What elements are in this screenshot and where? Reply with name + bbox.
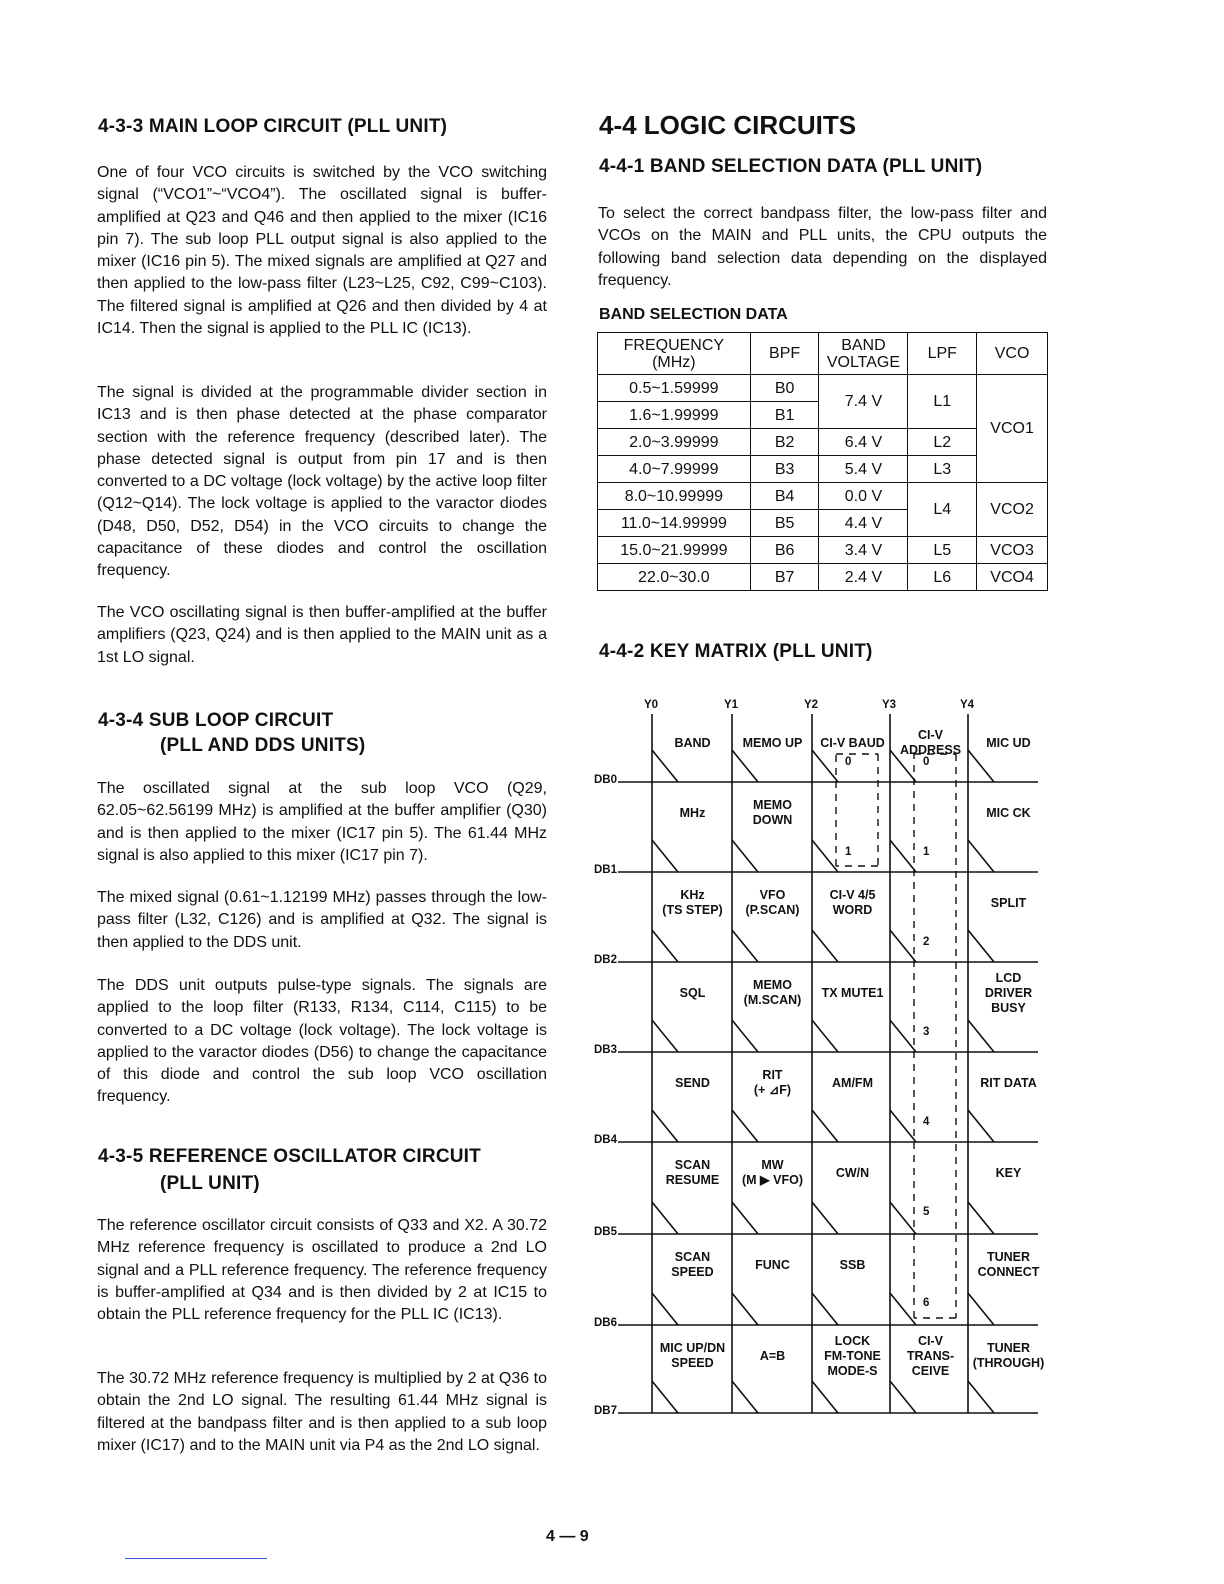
cell-voltage: 7.4 V bbox=[819, 375, 908, 429]
key-matrix-diagram bbox=[590, 696, 1070, 1436]
band-selection-table bbox=[597, 332, 1048, 591]
section-441-title: 4-4-1 BAND SELECTION DATA (PLL UNIT) bbox=[599, 156, 983, 177]
section-44-title: 4-4 LOGIC CIRCUITS bbox=[599, 110, 857, 140]
switch-diagonal bbox=[732, 1202, 758, 1234]
key-label: CI-V ADDRESS bbox=[899, 728, 962, 757]
switch-diagonal bbox=[732, 1020, 758, 1052]
key-label: TUNER (THROUGH) bbox=[972, 1341, 1045, 1370]
civ-address-digit: 2 bbox=[923, 936, 930, 948]
cell-lpf: L2 bbox=[908, 429, 977, 456]
civ-address-digit: 4 bbox=[923, 1116, 930, 1128]
switch-diagonal bbox=[968, 1110, 994, 1142]
key-label: MEMO (M.SCAN) bbox=[743, 978, 802, 1007]
cell-freq: 1.6~1.99999 bbox=[598, 402, 751, 429]
key-label: SQL bbox=[679, 985, 706, 1000]
s433-para-1: One of four VCO circuits is switched by the VCO switching signal (“VCO1”~“VCO4”). The oscillated signal is buffer-amplified at Q23 and Q46 and then applied to the mixer (IC16 pin 7). The sub loop PLL output signal is also applied to the mixer (IC16 pin 5). The mixed signals are amplified at Q27 and then applied to the low-pass filter (L23~L25, C92, C99~C103). The filtered signal is amplified at Q26 and then divided by 4 at IC14. Then the signal is applied to the PLL IC (IC13). bbox=[97, 164, 547, 338]
key-label: MEMO DOWN bbox=[752, 798, 793, 827]
cell-bpf: B6 bbox=[750, 537, 819, 564]
switch-diagonal bbox=[652, 1293, 678, 1325]
switch-diagonal bbox=[732, 840, 758, 872]
row-label-DB0: DB0 bbox=[594, 774, 618, 786]
key-label: SPLIT bbox=[990, 895, 1027, 910]
column-label-Y3: Y3 bbox=[882, 699, 897, 711]
key-label: VFO (P.SCAN) bbox=[745, 888, 800, 917]
cell-voltage: 5.4 V bbox=[819, 456, 908, 483]
key-label: MIC UP/DN SPEED bbox=[659, 1341, 726, 1370]
cell-bpf: B7 bbox=[750, 564, 819, 591]
row-label-DB2: DB2 bbox=[594, 954, 618, 966]
switch-diagonal bbox=[890, 1202, 916, 1234]
switch-diagonal bbox=[652, 930, 678, 962]
cell-freq: 0.5~1.59999 bbox=[598, 375, 751, 402]
s434-para-1: The oscillated signal at the sub loop VCO (Q29, 62.05~62.56199 MHz) is amplified at the buffer amplifier (Q30) and is then applied to the mixer (IC17 pin 5). The 61.44 MHz signal is also applied to this mixer (IC17 pin 7). bbox=[97, 780, 547, 864]
civ-baud-digit: 1 bbox=[845, 846, 852, 858]
switch-diagonal bbox=[890, 840, 916, 872]
header-lpf: LPF bbox=[908, 333, 977, 375]
switch-diagonal bbox=[732, 1293, 758, 1325]
switch-diagonal bbox=[890, 1020, 916, 1052]
key-label: LCD DRIVER BUSY bbox=[984, 970, 1033, 1015]
switch-diagonal bbox=[890, 1293, 916, 1325]
page-number: 4 — 9 bbox=[546, 1528, 589, 1545]
cell-lpf: L6 bbox=[908, 564, 977, 591]
band-table-title: BAND SELECTION DATA bbox=[599, 306, 788, 323]
cell-bpf: B1 bbox=[750, 402, 819, 429]
column-label-Y4: Y4 bbox=[960, 699, 975, 711]
switch-diagonal bbox=[732, 1381, 758, 1413]
s434-para-3: The DDS unit outputs pulse-type signals. The signals are applied to the loop filter (R133, R134, C114, C115) to be converted to a DC voltage (lock voltage). The lock voltage is applied to the varactor diodes (D56) to change the capacitance of this diode and control the sub loop VCO oscillation frequency. bbox=[97, 977, 547, 1106]
switch-diagonal bbox=[652, 1202, 678, 1234]
key-label: MEMO UP bbox=[742, 735, 803, 750]
section-434-title-l2: (PLL AND DDS UNITS) bbox=[160, 735, 366, 756]
switch-diagonal bbox=[732, 930, 758, 962]
cell-bpf: B2 bbox=[750, 429, 819, 456]
cell-voltage: 0.0 V bbox=[819, 483, 908, 510]
key-label: KEY bbox=[995, 1165, 1022, 1180]
key-label: TX MUTE1 bbox=[821, 985, 884, 1000]
switch-diagonal bbox=[652, 1110, 678, 1142]
key-label: CI-V BAUD bbox=[820, 735, 885, 750]
switch-diagonal bbox=[812, 1293, 838, 1325]
key-label: MHz bbox=[679, 805, 706, 820]
header-bpf: BPF bbox=[750, 333, 819, 375]
cell-vco: VCO2 bbox=[977, 483, 1048, 537]
column-label-Y2: Y2 bbox=[804, 699, 819, 711]
cell-freq: 11.0~14.99999 bbox=[598, 510, 751, 537]
section-434-title-l1: 4-3-4 SUB LOOP CIRCUIT bbox=[98, 710, 334, 731]
switch-diagonal bbox=[812, 930, 838, 962]
section-433-title: 4-3-3 MAIN LOOP CIRCUIT (PLL UNIT) bbox=[98, 116, 448, 137]
switch-diagonal bbox=[812, 1020, 838, 1052]
cell-bpf: B0 bbox=[750, 375, 819, 402]
cell-lpf: L4 bbox=[908, 483, 977, 537]
cell-voltage: 3.4 V bbox=[819, 537, 908, 564]
key-label: CI-V TRANS- CEIVE bbox=[906, 1333, 955, 1378]
civ-address-digit: 0 bbox=[923, 756, 930, 768]
switch-diagonal bbox=[968, 1293, 994, 1325]
cell-voltage: 2.4 V bbox=[819, 564, 908, 591]
cell-freq: 8.0~10.99999 bbox=[598, 483, 751, 510]
switch-diagonal bbox=[968, 1381, 994, 1413]
key-label: RIT DATA bbox=[980, 1075, 1037, 1090]
key-label: CW/N bbox=[835, 1165, 870, 1180]
switch-diagonal bbox=[890, 1381, 916, 1413]
cell-lpf: L3 bbox=[908, 456, 977, 483]
switch-diagonal bbox=[652, 1381, 678, 1413]
cell-voltage: 4.4 V bbox=[819, 510, 908, 537]
cell-bpf: B5 bbox=[750, 510, 819, 537]
header-band-voltage: BAND VOLTAGE bbox=[819, 333, 908, 375]
column-label-Y0: Y0 bbox=[644, 699, 659, 711]
key-label: MW (M ▶ VFO) bbox=[742, 1158, 803, 1187]
civ-address-digit: 6 bbox=[923, 1297, 930, 1309]
cell-freq: 22.0~30.0 bbox=[598, 564, 751, 591]
civ-address-digit: 1 bbox=[923, 846, 930, 858]
s434-para-2: The mixed signal (0.61~1.12199 MHz) passes through the low-pass filter (L32, C126) and is amplified at Q32. The signal is then applied to the DDS unit. bbox=[97, 889, 547, 951]
switch-diagonal bbox=[968, 840, 994, 872]
switch-diagonal bbox=[890, 930, 916, 962]
key-label: BAND bbox=[674, 735, 711, 750]
switch-diagonal bbox=[732, 1110, 758, 1142]
key-label: MIC UD bbox=[986, 735, 1031, 750]
row-label-DB3: DB3 bbox=[594, 1044, 618, 1056]
key-label: AM/FM bbox=[832, 1075, 873, 1090]
header-frequency: FREQUENCY (MHz) bbox=[598, 333, 751, 375]
section-435-title-l1: 4-3-5 REFERENCE OSCILLATOR CIRCUIT bbox=[98, 1146, 481, 1167]
key-label: A=B bbox=[759, 1348, 786, 1363]
s433-para-3: The VCO oscillating signal is then buffer-amplified at the buffer amplifiers (Q23, Q24) and is then applied to the MAIN unit as a 1st LO signal. bbox=[97, 604, 547, 666]
header-vco: VCO bbox=[977, 333, 1048, 375]
cell-voltage: 6.4 V bbox=[819, 429, 908, 456]
key-label: TUNER CONNECT bbox=[977, 1250, 1040, 1279]
cell-vco: VCO1 bbox=[977, 375, 1048, 483]
key-label: CI-V 4/5 WORD bbox=[829, 888, 876, 917]
key-label: FUNC bbox=[755, 1257, 790, 1272]
cell-bpf: B3 bbox=[750, 456, 819, 483]
key-label: LOCK FM-TONE MODE-S bbox=[824, 1333, 881, 1378]
s435-para-1: The reference oscillator circuit consists of Q33 and X2. A 30.72 MHz reference frequency is oscillated to produce a 2nd LO signal and a PLL reference frequency. The reference frequency is buffer-amplified at Q34 and is then divided by 2 at IC15 to obtain the PLL reference frequency for the PLL IC (IC13). bbox=[97, 1217, 547, 1324]
switch-diagonal bbox=[812, 1202, 838, 1234]
key-label: KHz (TS STEP) bbox=[662, 888, 723, 917]
civ-baud-digit: 0 bbox=[845, 756, 852, 768]
switch-diagonal bbox=[968, 1202, 994, 1234]
row-label-DB6: DB6 bbox=[594, 1317, 618, 1329]
civ-address-digit: 5 bbox=[923, 1206, 930, 1218]
key-label: SEND bbox=[675, 1075, 710, 1090]
key-label: SSB bbox=[839, 1257, 866, 1272]
section-435-title-l2: (PLL UNIT) bbox=[160, 1173, 260, 1194]
switch-diagonal bbox=[652, 840, 678, 872]
section-442-title: 4-4-2 KEY MATRIX (PLL UNIT) bbox=[599, 641, 873, 662]
switch-diagonal bbox=[652, 1020, 678, 1052]
cell-bpf: B4 bbox=[750, 483, 819, 510]
cell-lpf: L1 bbox=[908, 375, 977, 429]
cell-lpf: L5 bbox=[908, 537, 977, 564]
row-label-DB5: DB5 bbox=[594, 1226, 618, 1238]
switch-diagonal bbox=[812, 840, 838, 872]
cell-freq: 2.0~3.99999 bbox=[598, 429, 751, 456]
switch-diagonal bbox=[968, 1020, 994, 1052]
civ-address-digit: 3 bbox=[923, 1026, 930, 1038]
cell-freq: 4.0~7.99999 bbox=[598, 456, 751, 483]
switch-diagonal bbox=[890, 1110, 916, 1142]
key-label: SCAN SPEED bbox=[671, 1250, 714, 1279]
key-label: SCAN RESUME bbox=[665, 1158, 720, 1187]
switch-diagonal bbox=[812, 1110, 838, 1142]
column-label-Y1: Y1 bbox=[724, 699, 739, 711]
switch-diagonal bbox=[968, 930, 994, 962]
s435-para-2: The 30.72 MHz reference frequency is multiplied by 2 at Q36 to obtain the 2nd LO signal. The resulting 61.44 MHz signal is filtered at the bandpass filter and is then applied to a sub loop mixer (IC17) and to the MAIN unit via P4 as the 2nd LO signal. bbox=[97, 1370, 547, 1454]
footer-rule bbox=[125, 1558, 267, 1559]
cell-vco: VCO4 bbox=[977, 564, 1048, 591]
cell-vco: VCO3 bbox=[977, 537, 1048, 564]
row-label-DB1: DB1 bbox=[594, 864, 618, 876]
switch-diagonal bbox=[812, 1381, 838, 1413]
key-label: MIC CK bbox=[986, 805, 1031, 820]
s441-para-1: To select the correct bandpass filter, the low-pass filter and VCOs on the MAIN and PLL units, the CPU outputs the following band selection data depending on the displayed frequency. bbox=[598, 205, 1047, 289]
s433-para-2: The signal is divided at the programmable divider section in IC13 and is then phase detected at the phase comparator section with the reference frequency (described later). The phase detected signal is output from pin 17 and is then converted to a DC voltage (lock voltage) by the active loop filter (Q12~Q14). The lock voltage is applied to the varactor diodes (D48, D50, D52, D54) in the VCO circuits to change the capacitance of these diodes and control the oscillation frequency. bbox=[97, 384, 547, 580]
row-label-DB4: DB4 bbox=[594, 1134, 618, 1146]
key-label: RIT (+ ⊿F) bbox=[753, 1068, 792, 1097]
row-label-DB7: DB7 bbox=[594, 1405, 618, 1417]
cell-freq: 15.0~21.99999 bbox=[598, 537, 751, 564]
